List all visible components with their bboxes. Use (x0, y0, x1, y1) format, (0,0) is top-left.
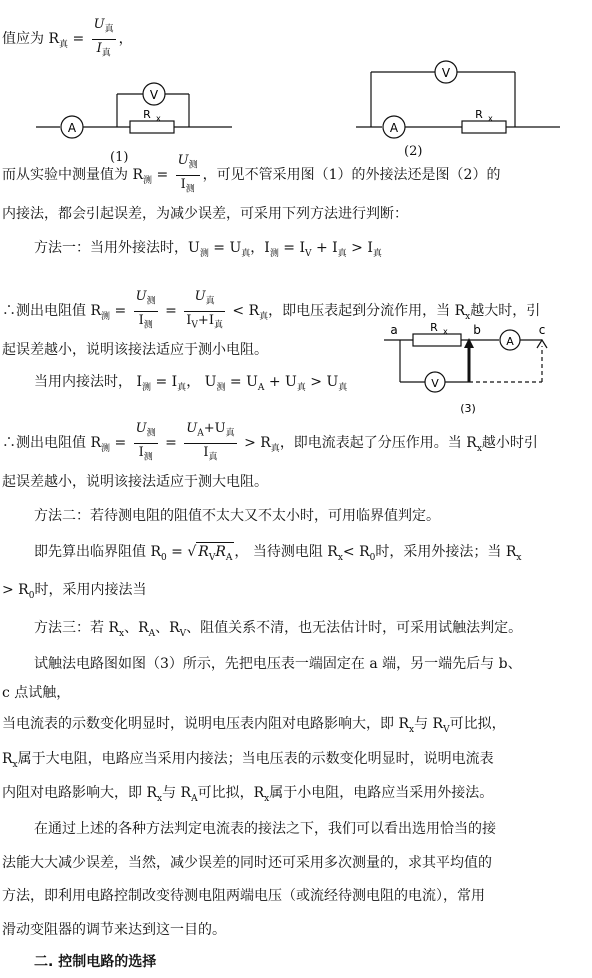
resistor-rx-icon (130, 121, 174, 133)
figure-2-caption: (2) (404, 144, 423, 159)
fraction-u-over-i-true: $\frac{U_真}{I_真}$ (93, 17, 114, 59)
text-line-19: 在通过上述的各种方法判定电流表的接法之下，我们可以看出选用恰当的接 (34, 821, 496, 837)
fraction-measured: $\frac{U_测}{I_测}$ (177, 153, 198, 195)
fraction-measured: $\frac{U_测}{I_测}$ (135, 289, 156, 331)
text-line-5: ∴测出电阻值 $R_测$ = $\frac{U_测}{I_测}$ = $\frac{U_真}{I_V+I_真}$ < $R_真$，即电压表起到分流作用，当 $R_x$越大时，引 (2, 288, 540, 334)
svg-text:x: x (443, 327, 448, 336)
text-line-22: 滑动变阻器的调节来达到这一目的。 (2, 922, 226, 938)
text-line-13: 方法三：若 $R_x$、$R_A$、$R_V$、阻值关系不清，也无法估计时，可采用试触法判定。 (34, 620, 523, 639)
text-line-6: 起误差越小，说明该接法适应于测小电阻。 (2, 342, 268, 358)
figure-1-caption: (1) (110, 150, 129, 165)
circuit-figure-1 (36, 83, 232, 138)
svg-text:V: V (441, 66, 451, 80)
text-line-8: ∴测出电阻值 $R_测$ = $\frac{U_测}{I_测}$ = $\frac{U_A+U_真}{I_真}$ > $R_真$，即电流表起了分压作用。当 $R_x$越小时引 (2, 420, 538, 466)
text-line-3: 内接法，都会引起误差，为减少误差，可采用下列方法进行判断： (2, 206, 408, 222)
sqrt-symbol: √ (187, 544, 197, 560)
svg-text:R: R (475, 108, 483, 121)
text-line-1: 值应为 $R_真$ = $\frac{U_真}{I_真}$ ， (2, 16, 133, 62)
radicand: $R_VR_A$ (196, 542, 234, 567)
svg-text:V: V (431, 377, 439, 390)
svg-text:x: x (488, 114, 493, 123)
fraction-internal: $\frac{U_A+U_真}{I_真}$ (186, 421, 235, 463)
text-line-7: 当用内接法时， $I_测 = I_真$， $U_测 = U_A + U_真 > U_真$ (34, 374, 348, 393)
text-line-15: c 点试触， (2, 685, 71, 701)
svg-text:b: b (473, 323, 481, 337)
circuit-figure-3 (380, 318, 570, 418)
text-line-14: 试触法电路图如图（3）所示，先把电压表一端固定在 a 端，另一端先后与 b、 (34, 656, 522, 672)
text-line-20: 法能大大减少误差，当然，减少误差的同时还可采用多次测量的，求其平均值的 (2, 855, 492, 871)
text-line-4: 方法一：当用外接法时，$U_测 = U_真$，$I_测 = I_V + I_真 > I_真$ (34, 240, 382, 259)
svg-text:A: A (67, 121, 77, 135)
svg-text:A: A (506, 335, 514, 348)
svg-text:V: V (149, 88, 159, 102)
svg-text:R: R (430, 321, 438, 334)
text-line-11: 即先算出临界阻值 $R_0$ = √ $R_VR_A$ ， 当待测电阻 $R_x< R_0$时，采用外接法；当 $R_x$ (34, 542, 521, 568)
resistor-rx-icon (462, 121, 506, 133)
text-line-2: 而从实验中测量值为 $R_测$ = $\frac{U_测}{I_测}$ ，可见不管采用图（1）的外接法还是图（2）的 (2, 152, 500, 198)
text-line-21: 方法，即利用电路控制改变待测电阻两端电压（或流经待测电阻的电流），常用 (2, 888, 485, 904)
section-heading: 二. 控制电路的选择 (34, 954, 157, 970)
fraction-external: $\frac{U_真}{I_V+I_真}$ (186, 289, 223, 331)
fraction-measured: $\frac{U_测}{I_测}$ (135, 421, 156, 463)
svg-text:x: x (156, 114, 161, 123)
text-line-9: 起误差越小，说明该接法适应于测大电阻。 (2, 474, 268, 490)
svg-text:(3): (3) (460, 402, 476, 415)
text-line-10: 方法二：若待测电阻的阻值不太大又不太小时，可用临界值判定。 (34, 508, 440, 524)
svg-text:R: R (143, 108, 151, 121)
svg-text:a: a (390, 323, 398, 337)
circuit-figure-2 (356, 61, 560, 138)
text-line-12: > $R_0$时，采用内接法当 (2, 582, 147, 601)
circuit-figures-1-2 (0, 60, 592, 160)
text-line-17: $R_x$属于大电阻，电路应当采用内接法；当电压表的示数变化明显时，说明电流表 (2, 751, 494, 770)
svg-text:c: c (538, 323, 546, 337)
text-line-16: 当电流表的示数变化明显时，说明电压表内阻对电路影响大，即 $R_x$与 $R_V$可比拟， (2, 716, 506, 735)
resistor-rx-icon (413, 334, 461, 346)
text-line-18: 内阻对电路影响大，即 $R_x$与 $R_A$可比拟，$R_x$属于小电阻，电路应当采用外接法。 (2, 785, 494, 804)
svg-text:A: A (389, 121, 399, 135)
